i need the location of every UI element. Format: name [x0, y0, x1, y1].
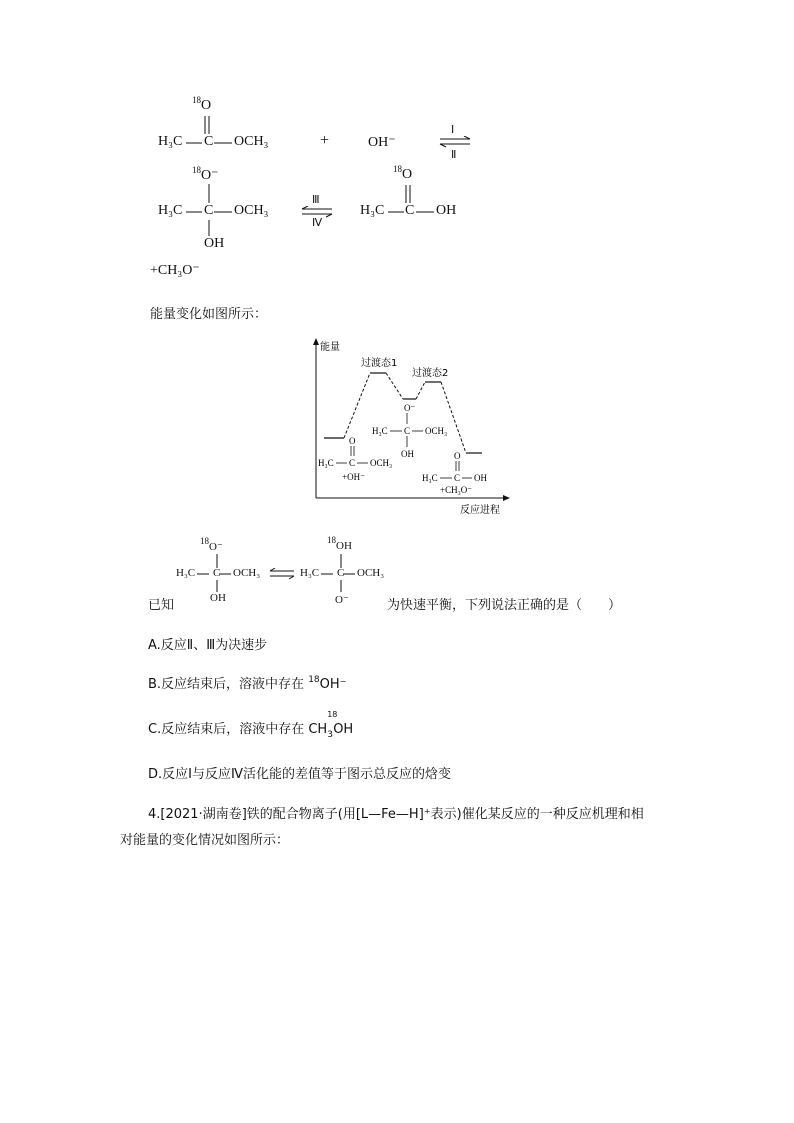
intermediate-h3c: H₃C [158, 203, 183, 218]
product-oh: OH [474, 473, 487, 483]
isotope-label: 18 [200, 536, 209, 546]
reactant-h3c: H₃C [318, 458, 334, 468]
isotope-label: 18 [393, 164, 402, 174]
product-c: C [454, 473, 461, 483]
reactant-structure [318, 436, 392, 482]
double-bond [402, 183, 414, 205]
acid-carbonyl-oxygen: O [402, 167, 413, 182]
eq-left-och3: OCH₃ [233, 567, 261, 579]
isotope-label: 18 [192, 165, 201, 175]
next-question-line2: 对能量的变化情况如图所示： [120, 833, 290, 848]
dashed-connectors [344, 373, 466, 453]
isotope-label: 18 [192, 95, 201, 105]
y-axis-label: 能量 [320, 342, 340, 353]
arrow-label-III: Ⅲ [312, 194, 320, 206]
acid-oh: OH [436, 203, 457, 218]
eq-left-h3c: H₃C [176, 567, 196, 579]
eq-right-carbon: C [337, 567, 345, 579]
eq-left-carbon: C [213, 567, 221, 579]
option-b-species: OH⁻ [319, 677, 347, 692]
inter-och3: OCH₃ [425, 426, 448, 436]
acid-h3c: H₃C [360, 203, 385, 218]
intermediate-structure [372, 403, 447, 459]
methoxide-ion: +CH₃O⁻ [150, 263, 200, 278]
ts2-label: 过渡态2 [412, 368, 449, 379]
carbonyl-oxygen: O [201, 98, 212, 113]
energy-intro-text: 能量变化如图所示： [150, 307, 268, 322]
arrow-label-IV: Ⅳ [312, 217, 323, 229]
o-minus: O⁻ [201, 168, 219, 183]
hydroxide-ion: OH⁻ [368, 135, 396, 150]
next-question-line1: 4.[2021·湖南卷]铁的配合物离子(用[L—Fe—H]⁺表示)催化某反应的一种反应机理和相 [148, 807, 644, 822]
fast-equilibrium-arrows-icon [268, 568, 296, 580]
double-bond [201, 114, 213, 136]
eq-right-och3: OCH₃ [357, 567, 385, 579]
arrow-label-I: Ⅰ [451, 124, 455, 136]
reactant-plus-oh: +OH⁻ [342, 472, 365, 482]
isotope-label: 18 [327, 535, 336, 545]
ester-carbon: C [204, 134, 214, 149]
option-c-species: OH [333, 722, 354, 737]
y-axis-arrow-icon [313, 338, 319, 345]
option-c-isotope: 18 [327, 710, 338, 719]
x-axis-label: 反应进程 [460, 505, 500, 516]
reactant-o: O [349, 436, 356, 446]
inter-h3c: H₃C [372, 426, 388, 436]
option-d[interactable]: D.反应Ⅰ与反应Ⅳ活化能的差值等于图示总反应的焓变 [148, 767, 451, 782]
product-plus-ch3o: +CH₃O⁻ [440, 485, 472, 495]
inter-o: O⁻ [404, 403, 416, 413]
intermediate-och3: OCH₃ [234, 203, 269, 218]
eq-left-oh: OH [210, 592, 226, 604]
eq-right-h3c: H₃C [300, 567, 320, 579]
ts1-label: 过渡态1 [361, 358, 398, 369]
question-prefix: 已知 [148, 598, 175, 613]
intermediate-carbon: C [204, 203, 214, 218]
option-a[interactable]: A.反应Ⅱ、Ⅲ为决速步 [148, 638, 268, 653]
option-c-subscript: 3 [327, 730, 333, 740]
intermediate-oh: OH [204, 236, 225, 251]
product-structure [422, 451, 487, 495]
energy-profile-diagram [300, 335, 525, 520]
option-c[interactable] [148, 710, 354, 740]
eq-right-oh-top: OH [336, 540, 352, 552]
equilibrium-arrows-icon [438, 136, 472, 148]
ester-h3c: H₃C [158, 134, 183, 149]
eq-left-o-minus: O⁻ [209, 541, 223, 553]
reactant-c: C [349, 458, 356, 468]
reactant-och3: OCH₃ [370, 458, 393, 468]
acid-carbon: C [405, 203, 415, 218]
inter-oh: OH [401, 449, 414, 459]
option-b-isotope: 18 [308, 675, 320, 685]
arrow-label-II: Ⅱ [451, 149, 457, 161]
ester-och3: OCH₃ [234, 134, 269, 149]
option-c-text: C.反应结束后，溶液中存在 CH [148, 722, 328, 737]
eq-right-o-minus: O⁻ [335, 594, 349, 606]
product-h3c: H₃C [422, 473, 438, 483]
x-axis-arrow-icon [503, 495, 510, 501]
inter-c: C [404, 426, 411, 436]
product-o: O [454, 451, 461, 461]
question-suffix: 为快速平衡，下列说法正确的是（ ） [387, 598, 622, 613]
option-b-text: B.反应结束后，溶液中存在 [148, 677, 309, 692]
plus-sign: + [320, 132, 330, 149]
option-b[interactable] [148, 673, 347, 692]
